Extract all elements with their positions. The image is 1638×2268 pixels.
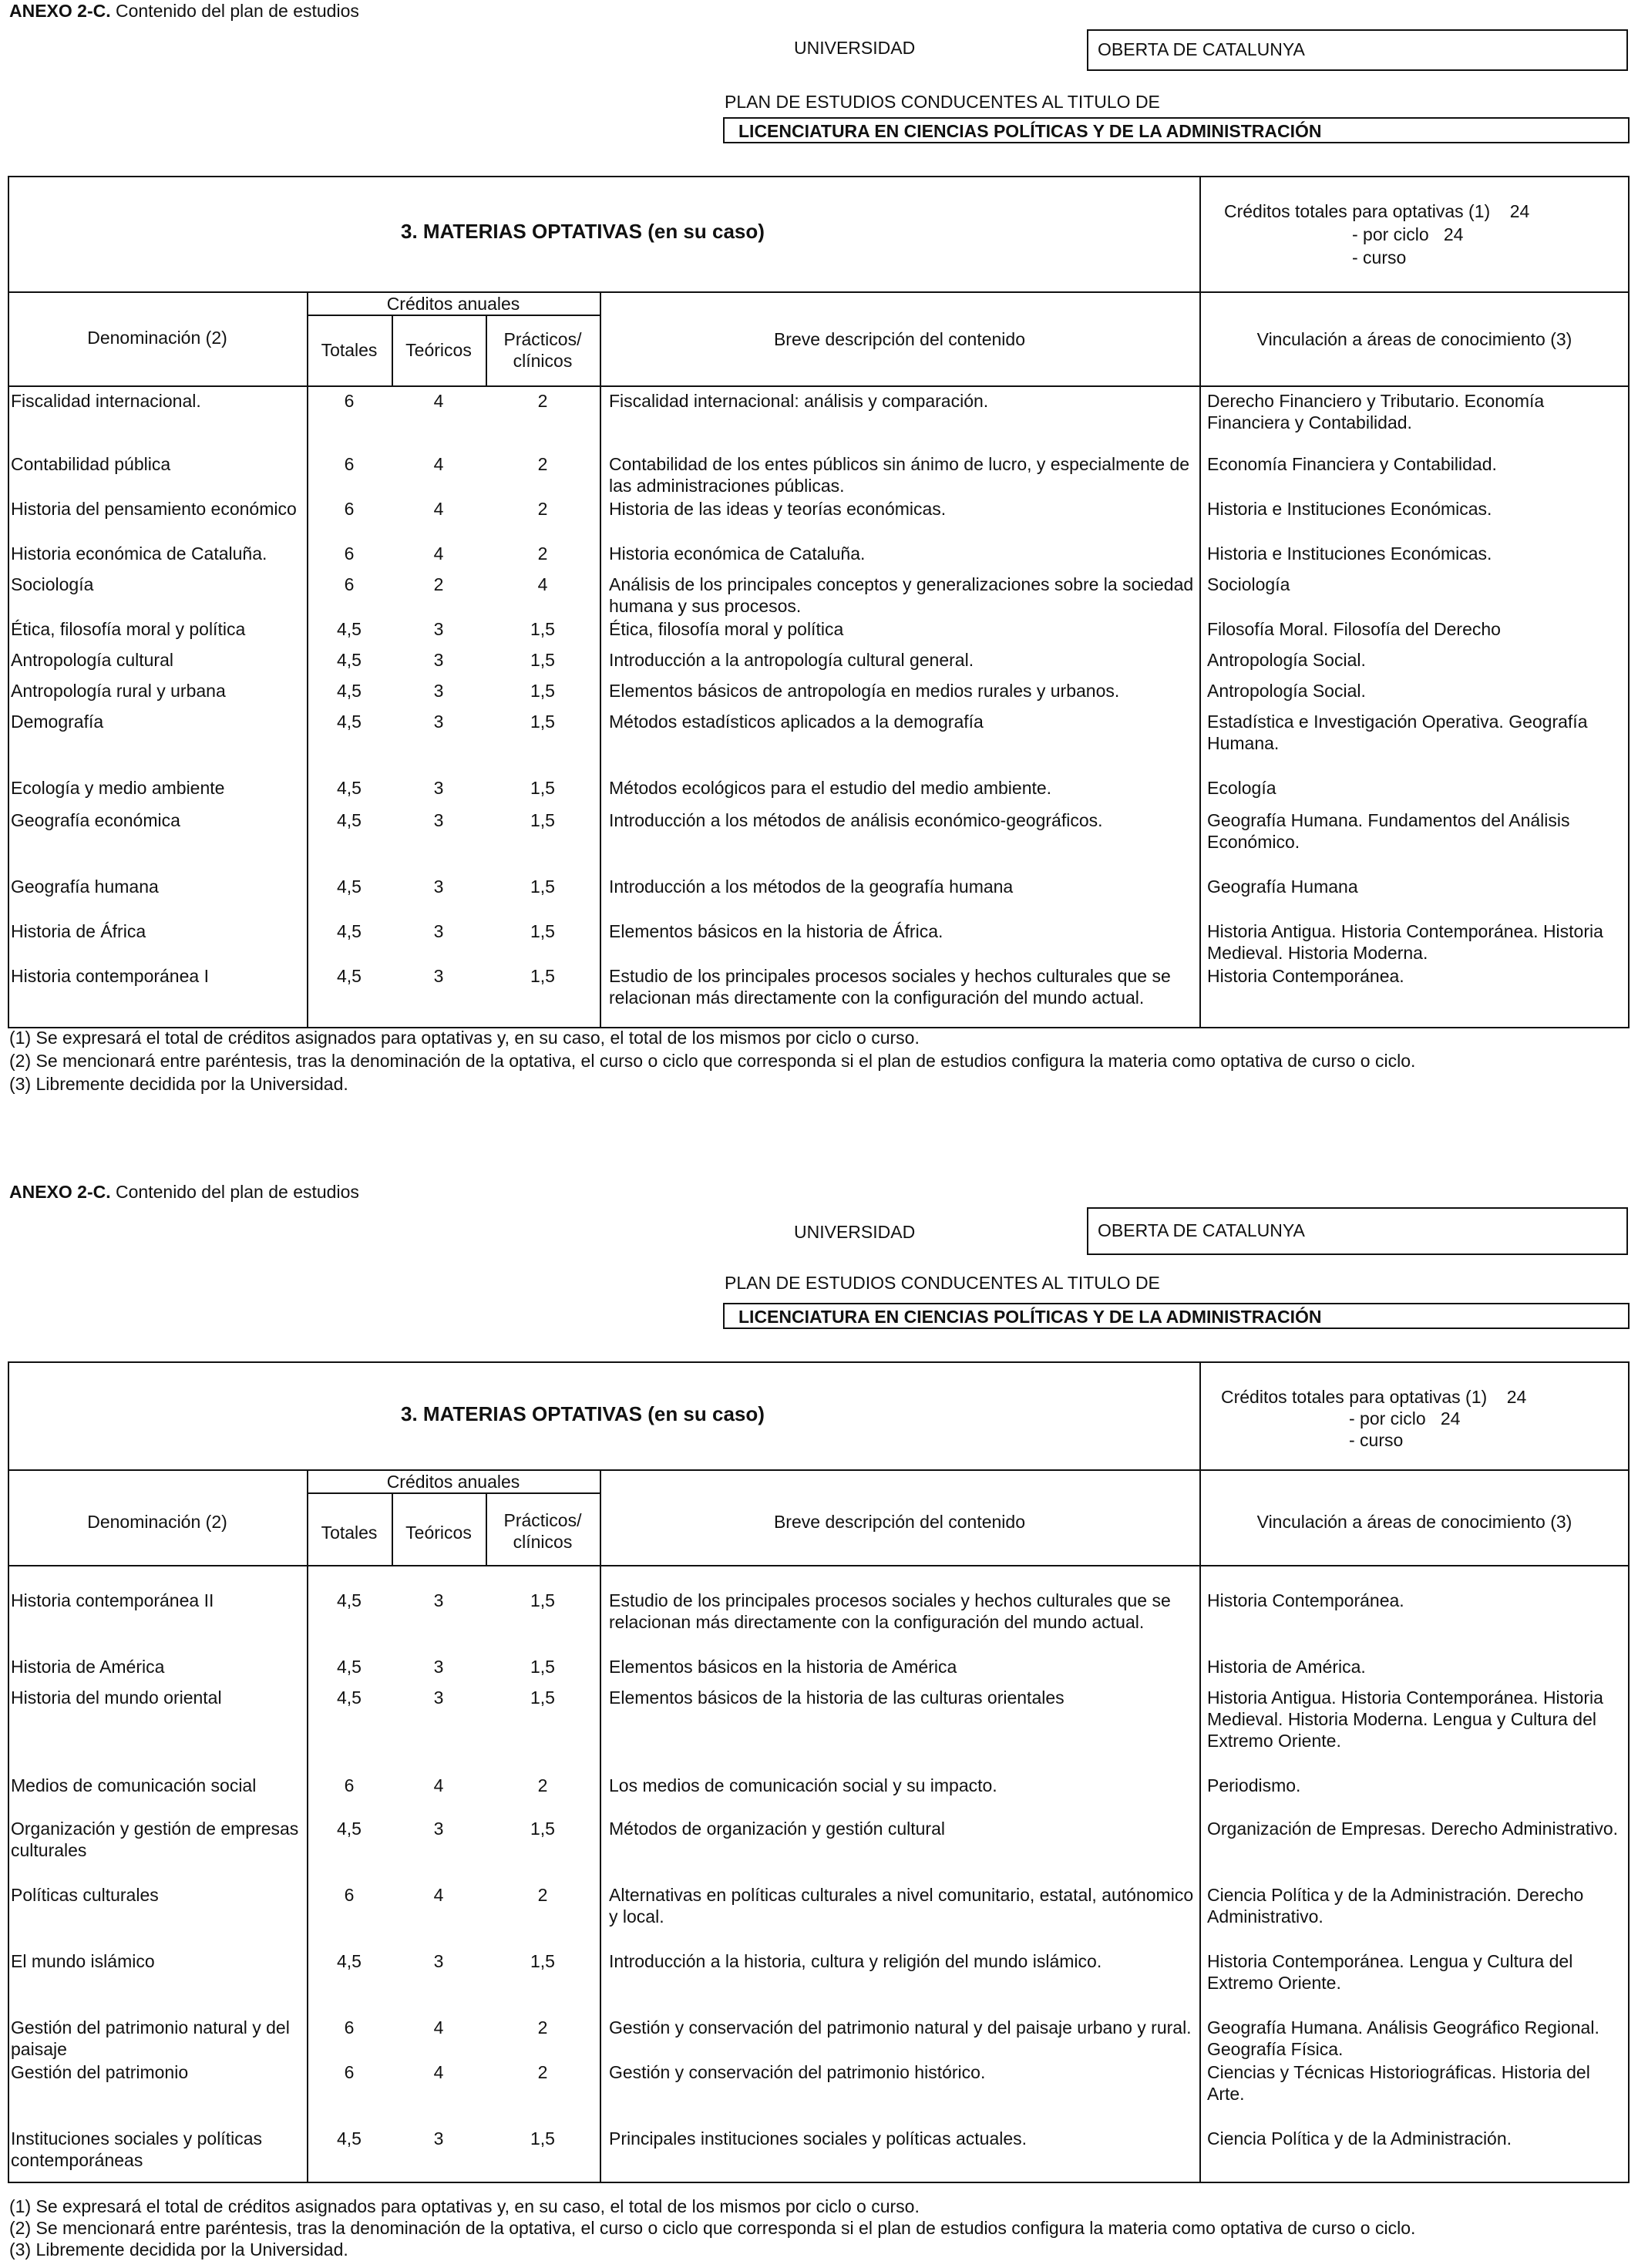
- credits-theory: 3: [433, 810, 444, 830]
- university-label: UNIVERSIDAD: [794, 38, 916, 58]
- footnote-2: (2) Se mencionará entre paréntesis, tras la denominación de la optativa, el curso o ciclo que corresponda si el plan de estudios configura la materia como optativa de curso o ciclo.: [9, 2218, 1416, 2238]
- subject-name: Gestión del patrimonio: [11, 2062, 189, 2082]
- col-name-header: Denominación (2): [87, 1512, 227, 1532]
- subject-name: Fiscalidad internacional.: [11, 391, 201, 411]
- subject-name: Historia económica de Cataluña.: [11, 543, 267, 564]
- col-teoricos-header: Teóricos: [405, 340, 472, 360]
- credits-total: 6: [344, 499, 355, 519]
- subject-description: Historia económica de Cataluña.: [609, 543, 866, 564]
- section-title: 3. MATERIAS OPTATIVAS (en su caso): [401, 220, 765, 243]
- subject-name: Ética, filosofía moral y política: [11, 619, 246, 639]
- subject-description: Introducción a los métodos de la geografía humana: [609, 877, 1014, 897]
- credits-theory: 4: [433, 543, 444, 564]
- credits-theory: 4: [433, 2017, 444, 2037]
- university-name-box: [1087, 29, 1628, 71]
- knowledge-area: Sociología: [1207, 574, 1290, 594]
- university-name-box: [1087, 1207, 1628, 1255]
- subject-description: Métodos ecológicos para el estudio del medio ambiente.: [609, 778, 1052, 798]
- knowledge-area: Periodismo.: [1207, 1775, 1301, 1795]
- subject-name: Ecología y medio ambiente: [11, 778, 225, 798]
- credits-total: 6: [344, 1775, 355, 1795]
- credits-practice: 1,5: [530, 1688, 555, 1708]
- credits-theory: 3: [433, 877, 444, 897]
- credits-theory: 4: [433, 2062, 444, 2082]
- credits-practice: 2: [537, 2017, 548, 2037]
- optativas-table: [8, 1361, 1630, 2183]
- credits-practice: 1,5: [530, 778, 555, 798]
- footnote-3: (3) Libremente decidida por la Universidad.: [9, 2239, 348, 2260]
- footnote-2: (2) Se mencionará entre paréntesis, tras la denominación de la optativa, el curso o ciclo que corresponda si el plan de estudios configura la materia como optativa de curso o ciclo.: [9, 1051, 1416, 1071]
- subject-name: Geografía económica: [11, 810, 180, 830]
- credits-theory: 4: [433, 1775, 444, 1795]
- credits-total: Créditos totales para optativas (1) 24: [1221, 1387, 1527, 1407]
- subject-name: Demografía: [11, 712, 104, 732]
- plan-label: PLAN DE ESTUDIOS CONDUCENTES AL TITULO DE: [725, 92, 1160, 112]
- degree-title: LICENCIATURA EN CIENCIAS POLÍTICAS Y DE LA ADMINISTRACIÓN: [738, 1307, 1322, 1327]
- knowledge-area: Ecología: [1207, 778, 1276, 798]
- credits-practice: 1,5: [530, 921, 555, 941]
- credits-total: 4,5: [337, 650, 362, 670]
- col-desc-header: Breve descripción del contenido: [773, 329, 1026, 349]
- subject-name: Historia de América: [11, 1657, 165, 1677]
- plan-label: PLAN DE ESTUDIOS CONDUCENTES AL TITULO DE: [725, 1273, 1160, 1293]
- credits-theory: 3: [433, 619, 444, 639]
- credits-total: Créditos totales para optativas (1) 24: [1224, 201, 1530, 221]
- subject-description: Elementos básicos en la historia de América: [609, 1657, 957, 1677]
- credits-practice: 2: [537, 1885, 548, 1905]
- credits-theory: 4: [433, 454, 444, 474]
- subject-name: Historia contemporánea II: [11, 1590, 214, 1610]
- credits-total: 4,5: [337, 712, 362, 732]
- credits-total: 6: [344, 2017, 355, 2037]
- col-totales-header: Totales: [321, 340, 378, 360]
- credits-total: 4,5: [337, 1657, 362, 1677]
- credits-total: 4,5: [337, 1819, 362, 1839]
- credits-theory: 3: [433, 778, 444, 798]
- credits-practice: 1,5: [530, 1590, 555, 1610]
- degree-title: LICENCIATURA EN CIENCIAS POLÍTICAS Y DE LA ADMINISTRACIÓN: [738, 121, 1322, 141]
- subject-name: Organización y gestión de empresas culturales: [11, 1819, 299, 1860]
- subject-description: Análisis de los principales conceptos y generalizaciones sobre la sociedad humana y sus procesos.: [609, 574, 1194, 616]
- col-practicos-header: Prácticos/ clínicos: [503, 329, 582, 371]
- knowledge-area: Geografía Humana: [1207, 877, 1358, 897]
- degree-box: [723, 117, 1630, 143]
- credits-practice: 1,5: [530, 1819, 555, 1839]
- degree-box: [723, 1303, 1630, 1329]
- knowledge-area: Historia de América.: [1207, 1657, 1366, 1677]
- credits-theory: 3: [433, 1819, 444, 1839]
- credits-total: 6: [344, 2062, 355, 2082]
- subject-name: Contabilidad pública: [11, 454, 171, 474]
- col-name-header: Denominación (2): [87, 328, 227, 348]
- subject-description: Los medios de comunicación social y su impacto.: [609, 1775, 997, 1795]
- credits-theory: 3: [433, 966, 444, 986]
- knowledge-area: Antropología Social.: [1207, 681, 1366, 701]
- annex-heading: ANEXO 2-C. Contenido del plan de estudios: [9, 1182, 359, 1202]
- credits-total: 6: [344, 543, 355, 564]
- knowledge-area: Economía Financiera y Contabilidad.: [1207, 454, 1497, 474]
- subject-description: Estudio de los principales procesos sociales y hechos culturales que se relacionan más directamente con la configuración del mundo actual.: [609, 1590, 1171, 1632]
- subject-description: Elementos básicos de la historia de las culturas orientales: [609, 1688, 1065, 1708]
- knowledge-area: Geografía Humana. Análisis Geográfico Regional. Geografía Física.: [1207, 2017, 1599, 2059]
- subject-name: Antropología rural y urbana: [11, 681, 226, 701]
- credits-practice: 1,5: [530, 2128, 555, 2149]
- credits-theory: 3: [433, 1688, 444, 1708]
- subject-name: Historia de África: [11, 921, 146, 941]
- knowledge-area: Historia Contemporánea. Lengua y Cultura del Extremo Oriente.: [1207, 1951, 1573, 1993]
- credits-total: 4,5: [337, 1590, 362, 1610]
- knowledge-area: Ciencias y Técnicas Historiográficas. Historia del Arte.: [1207, 2062, 1590, 2104]
- credits-practice: 1,5: [530, 619, 555, 639]
- subject-name: Historia del mundo oriental: [11, 1688, 222, 1708]
- subject-name: Sociología: [11, 574, 94, 594]
- credits-practice: 1,5: [530, 966, 555, 986]
- col-teoricos-header: Teóricos: [405, 1523, 472, 1543]
- subject-description: Introducción a la historia, cultura y religión del mundo islámico.: [609, 1951, 1102, 1971]
- subject-description: Historia de las ideas y teorías económicas.: [609, 499, 947, 519]
- credits-total: 6: [344, 391, 355, 411]
- footnote-1: (1) Se expresará el total de créditos asignados para optativas y, en su caso, el total de los mismos por ciclo o curso.: [9, 2196, 920, 2216]
- university-name: OBERTA DE CATALUNYA: [1098, 39, 1305, 59]
- credits-theory: 2: [433, 574, 444, 594]
- knowledge-area: Historia Antigua. Historia Contemporánea. Historia Medieval. Historia Moderna. Lengua y Cultura del Extremo Oriente.: [1207, 1688, 1603, 1751]
- col-area-header: Vinculación a áreas de conocimiento (3): [1256, 329, 1572, 349]
- subject-name: Historia contemporánea I: [11, 966, 209, 986]
- subject-name: Gestión del patrimonio natural y del paisaje: [11, 2017, 290, 2059]
- subject-description: Contabilidad de los entes públicos sin ánimo de lucro, y especialmente de las administraciones públicas.: [609, 454, 1190, 496]
- annex-heading: ANEXO 2-C. Contenido del plan de estudios: [9, 1, 359, 21]
- subject-description: Fiscalidad internacional: análisis y comparación.: [609, 391, 989, 411]
- credits-theory: 4: [433, 499, 444, 519]
- knowledge-area: Historia Contemporánea.: [1207, 1590, 1404, 1610]
- credits-practice: 1,5: [530, 650, 555, 670]
- credits-course: - curso: [1352, 247, 1407, 268]
- subject-description: Elementos básicos en la historia de África.: [609, 921, 943, 941]
- footnote-3: (3) Libremente decidida por la Universidad.: [9, 1074, 348, 1094]
- subject-description: Gestión y conservación del patrimonio natural y del paisaje urbano y rural.: [609, 2017, 1192, 2037]
- credits-practice: 2: [537, 2062, 548, 2082]
- subject-description: Principales instituciones sociales y políticas actuales.: [609, 2128, 1028, 2149]
- knowledge-area: Historia Antigua. Historia Contemporánea. Historia Medieval. Historia Moderna.: [1207, 921, 1603, 963]
- credits-total: 6: [344, 454, 355, 474]
- credits-per-cycle: - por ciclo 24: [1349, 1408, 1461, 1428]
- subject-name: Instituciones sociales y políticas contemporáneas: [11, 2128, 262, 2170]
- credits-theory: 4: [433, 391, 444, 411]
- subject-name: Antropología cultural: [11, 650, 173, 670]
- credits-total: 4,5: [337, 810, 362, 830]
- credits-theory: 3: [433, 2128, 444, 2149]
- credits-total: 4,5: [337, 619, 362, 639]
- credits-practice: 2: [537, 454, 548, 474]
- subject-name: Medios de comunicación social: [11, 1775, 257, 1795]
- credits-theory: 3: [433, 1951, 444, 1971]
- subject-description: Introducción a la antropología cultural general.: [609, 650, 974, 670]
- credits-theory: 3: [433, 921, 444, 941]
- col-credits-header: Créditos anuales: [386, 1472, 520, 1492]
- credits-total: 4,5: [337, 877, 362, 897]
- credits-practice: 1,5: [530, 1951, 555, 1971]
- knowledge-area: Ciencia Política y de la Administración. Derecho Administrativo.: [1207, 1885, 1584, 1926]
- col-totales-header: Totales: [321, 1523, 378, 1543]
- credits-total: 6: [344, 574, 355, 594]
- knowledge-area: Geografía Humana. Fundamentos del Análisis Económico.: [1207, 810, 1570, 852]
- credits-total: 4,5: [337, 681, 362, 701]
- credits-practice: 2: [537, 499, 548, 519]
- col-credits-header: Créditos anuales: [386, 294, 520, 314]
- subject-description: Estudio de los principales procesos sociales y hechos culturales que se relacionan más directamente con la configuración del mundo actual.: [609, 966, 1171, 1008]
- knowledge-area: Historia e Instituciones Económicas.: [1207, 499, 1492, 519]
- university-name: OBERTA DE CATALUNYA: [1098, 1220, 1305, 1240]
- subject-description: Métodos de organización y gestión cultural: [609, 1819, 945, 1839]
- credits-per-cycle: - por ciclo 24: [1352, 224, 1464, 244]
- credits-total: 4,5: [337, 921, 362, 941]
- credits-theory: 3: [433, 681, 444, 701]
- credits-practice: 4: [537, 574, 548, 594]
- col-area-header: Vinculación a áreas de conocimiento (3): [1256, 1512, 1572, 1532]
- credits-theory: 3: [433, 712, 444, 732]
- credits-total: 4,5: [337, 778, 362, 798]
- knowledge-area: Filosofía Moral. Filosofía del Derecho: [1207, 619, 1501, 639]
- subject-description: Introducción a los métodos de análisis económico-geográficos.: [609, 810, 1103, 830]
- subject-description: Alternativas en políticas culturales a nivel comunitario, estatal, autónomico y local.: [609, 1885, 1194, 1926]
- university-label: UNIVERSIDAD: [794, 1222, 916, 1242]
- col-desc-header: Breve descripción del contenido: [773, 1512, 1026, 1532]
- credits-practice: 2: [537, 1775, 548, 1795]
- knowledge-area: Historia Contemporánea.: [1207, 966, 1404, 986]
- credits-practice: 1,5: [530, 810, 555, 830]
- credits-total: 4,5: [337, 2128, 362, 2149]
- credits-practice: 1,5: [530, 1657, 555, 1677]
- credits-practice: 1,5: [530, 712, 555, 732]
- credits-theory: 3: [433, 1657, 444, 1677]
- subject-description: Ética, filosofía moral y política: [609, 619, 844, 639]
- knowledge-area: Organización de Empresas. Derecho Administrativo.: [1207, 1819, 1619, 1839]
- credits-practice: 2: [537, 543, 548, 564]
- knowledge-area: Derecho Financiero y Tributario. Economía Financiera y Contabilidad.: [1207, 391, 1545, 432]
- credits-total: 6: [344, 1885, 355, 1905]
- subject-name: Políticas culturales: [11, 1885, 159, 1905]
- footnote-1: (1) Se expresará el total de créditos asignados para optativas y, en su caso, el total de los mismos por ciclo o curso.: [9, 1028, 920, 1048]
- subject-description: Elementos básicos de antropología en medios rurales y urbanos.: [609, 681, 1120, 701]
- credits-practice: 1,5: [530, 877, 555, 897]
- credits-practice: 2: [537, 391, 548, 411]
- col-practicos-header: Prácticos/ clínicos: [503, 1510, 582, 1552]
- subject-name: El mundo islámico: [11, 1951, 155, 1971]
- credits-total: 4,5: [337, 1688, 362, 1708]
- subject-description: Gestión y conservación del patrimonio histórico.: [609, 2062, 986, 2082]
- credits-total: 4,5: [337, 966, 362, 986]
- knowledge-area: Historia e Instituciones Económicas.: [1207, 543, 1492, 564]
- credits-practice: 1,5: [530, 681, 555, 701]
- credits-total: 4,5: [337, 1951, 362, 1971]
- subject-description: Métodos estadísticos aplicados a la demografía: [609, 712, 984, 732]
- knowledge-area: Ciencia Política y de la Administración.: [1207, 2128, 1512, 2149]
- knowledge-area: Estadística e Investigación Operativa. Geografía Humana.: [1207, 712, 1588, 753]
- subject-name: Geografía humana: [11, 877, 159, 897]
- credits-theory: 4: [433, 1885, 444, 1905]
- credits-theory: 3: [433, 1590, 444, 1610]
- credits-course: - curso: [1349, 1430, 1404, 1450]
- knowledge-area: Antropología Social.: [1207, 650, 1366, 670]
- section-title: 3. MATERIAS OPTATIVAS (en su caso): [401, 1402, 765, 1425]
- credits-theory: 3: [433, 650, 444, 670]
- subject-name: Historia del pensamiento económico: [11, 499, 297, 519]
